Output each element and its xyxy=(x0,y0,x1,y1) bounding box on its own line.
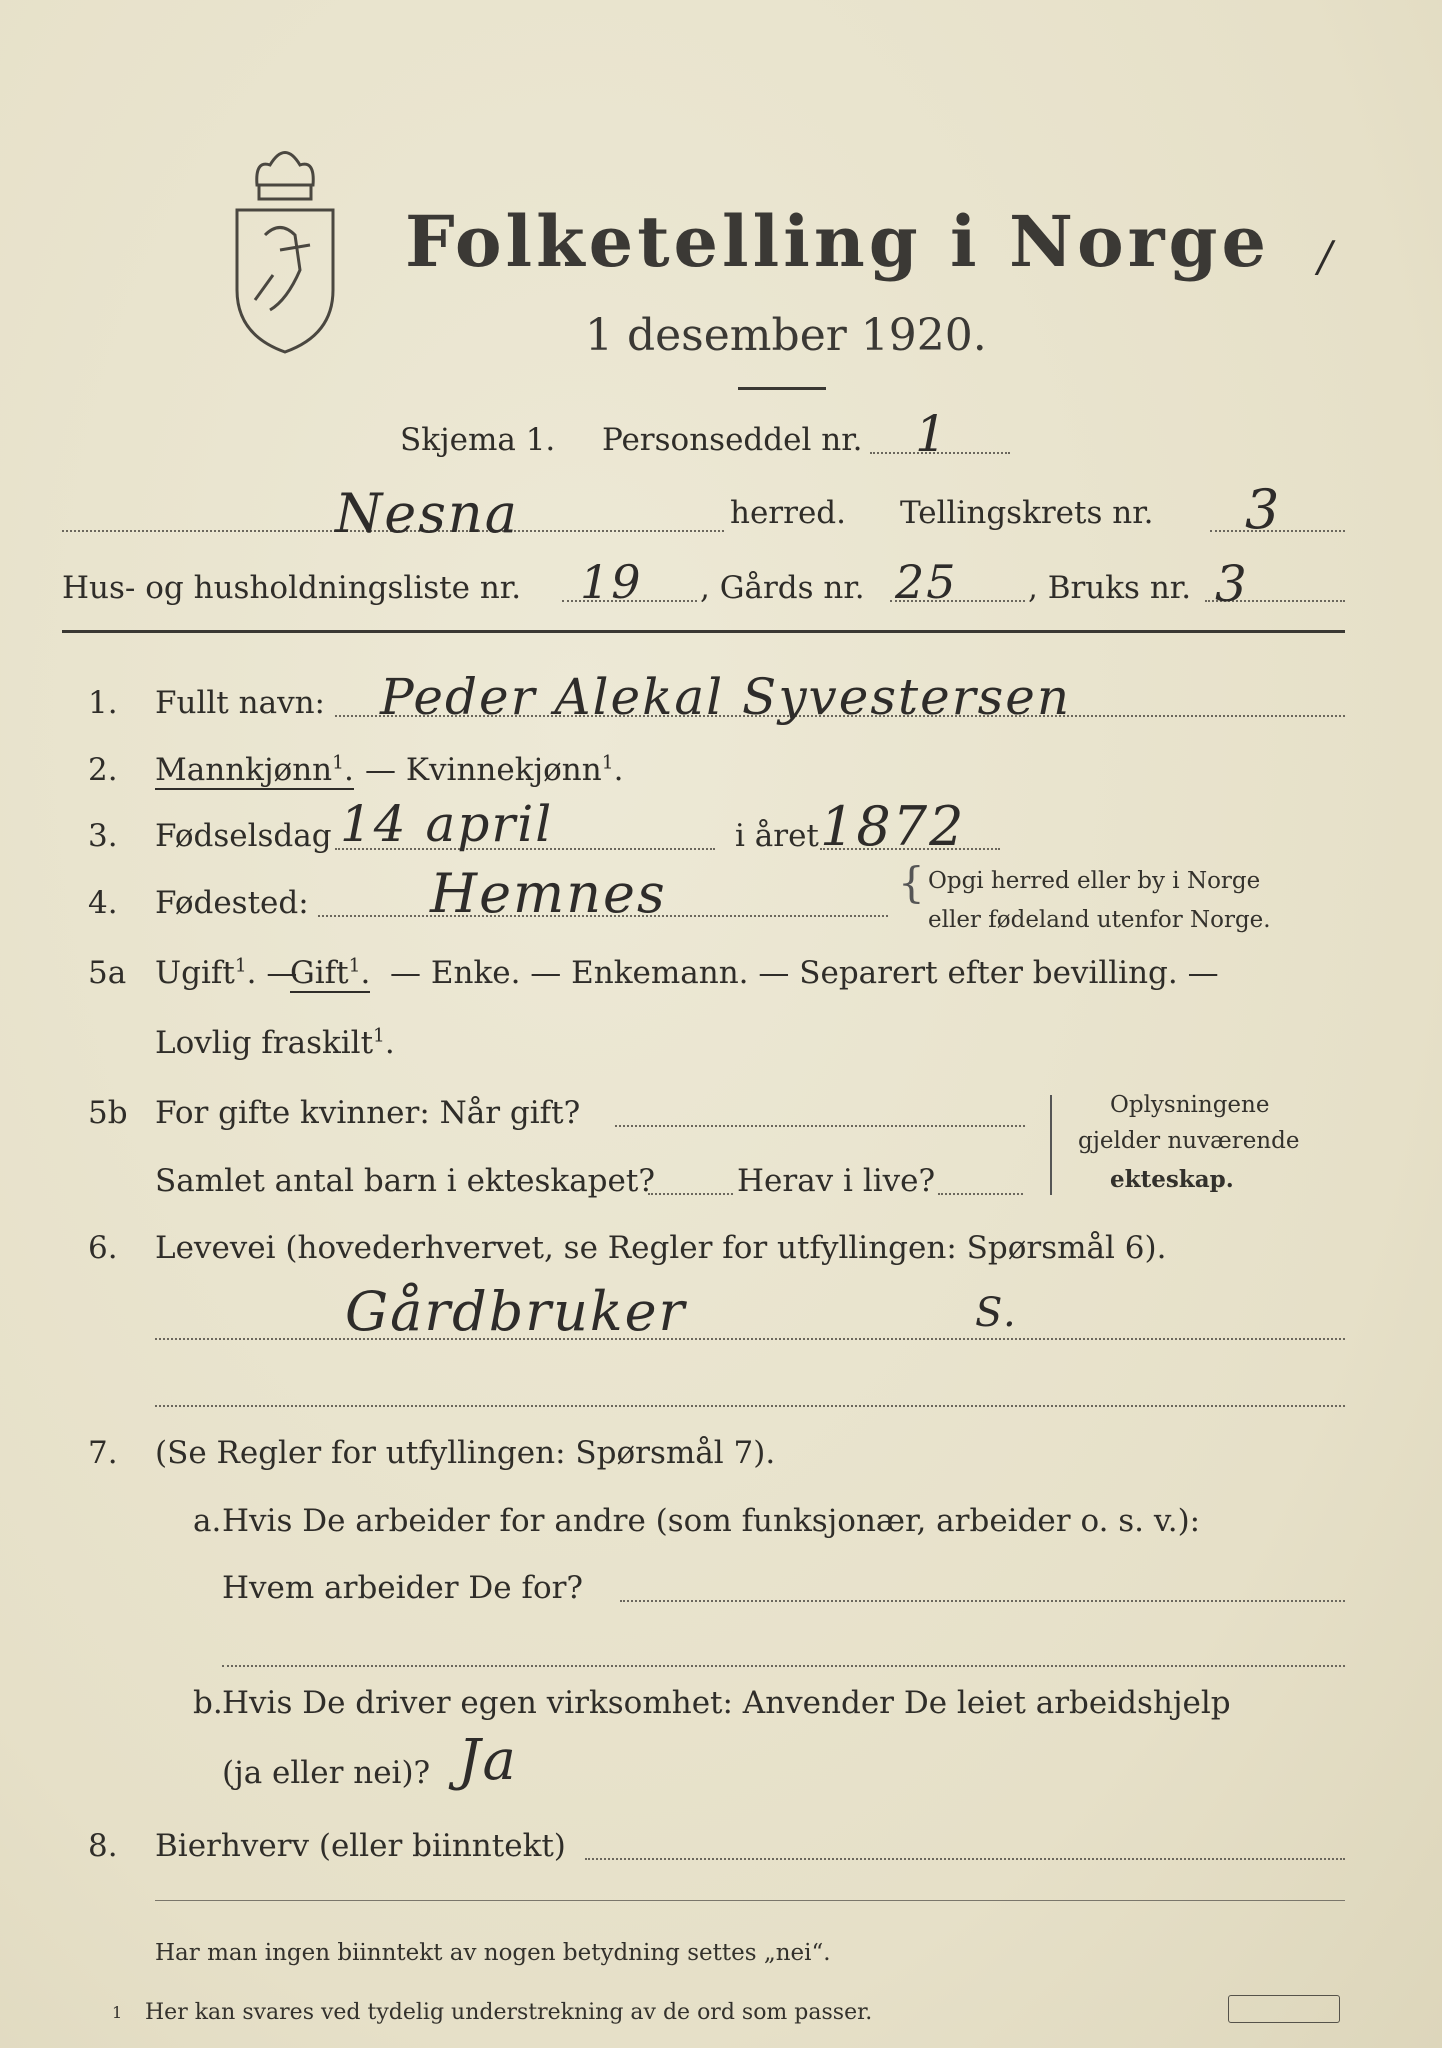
q4-note-line1: Opgi herred eller by i Norge xyxy=(928,868,1261,894)
q3-number: 3. xyxy=(88,818,118,854)
q7b-label: Hvis De driver egen virksomhet: Anvender De leiet arbeidshjelp xyxy=(222,1685,1231,1721)
footer-note: Har man ingen biinntekt av nogen betydning settes „nei“. xyxy=(155,1940,831,1966)
q5b-label-alive: Herav i live? xyxy=(737,1163,936,1199)
q2-male-option[interactable]: Mannkjønn$^1$. xyxy=(155,752,354,788)
q7b-value: Ja xyxy=(458,1728,518,1793)
q7a-label: Hvis De arbeider for andre (som funksjonær, arbeider o. s. v.): xyxy=(222,1503,1201,1539)
tellingskrets-value: 3 xyxy=(1245,478,1282,541)
skjema-label: Skjema 1. xyxy=(400,422,556,458)
herred-value: Nesna xyxy=(335,482,519,545)
gards-value: 25 xyxy=(895,555,958,609)
q5b-alive-line xyxy=(938,1193,1023,1195)
q5b-note-bracket xyxy=(1050,1095,1052,1195)
herred-label: herred. xyxy=(730,495,846,531)
bruks-value: 3 xyxy=(1215,555,1249,613)
q5a-gift-option[interactable]: Gift$^1$. xyxy=(290,955,371,991)
q7a-employer-line xyxy=(620,1600,1345,1602)
q7-label: (Se Regler for utfyllingen: Spørsmål 7). xyxy=(155,1435,776,1471)
census-date: 1 desember 1920. xyxy=(585,310,987,361)
q5b-note-line2: gjelder nuværende xyxy=(1078,1128,1300,1154)
q4-number: 4. xyxy=(88,885,118,921)
q6-line1 xyxy=(155,1338,1345,1340)
title-divider xyxy=(738,387,826,390)
q5b-label-married: For gifte kvinner: Når gift? xyxy=(155,1095,581,1131)
q7a-label-employer: Hvem arbeider De for? xyxy=(222,1570,584,1606)
q4-brace: { xyxy=(898,858,925,907)
q3-year-value: 1872 xyxy=(820,795,966,858)
hus-label: Hus- og husholdningsliste nr. xyxy=(62,570,522,606)
q8-line xyxy=(585,1858,1345,1860)
q7b-label-yesno: (ja eller nei)? xyxy=(222,1755,431,1791)
footnote-number: 1 xyxy=(112,2003,123,2022)
q2-number: 2. xyxy=(88,752,118,788)
tellingskrets-label: Tellingskrets nr. xyxy=(900,495,1154,531)
hus-value: 19 xyxy=(580,555,643,609)
section-rule xyxy=(62,630,1345,633)
q6-code: S. xyxy=(975,1290,1018,1336)
q7-number: 7. xyxy=(88,1435,118,1471)
q7b-letter: b. xyxy=(193,1685,223,1721)
q7a-extra-line xyxy=(222,1665,1345,1667)
q5b-married-line xyxy=(615,1125,1025,1127)
q4-note-line2: eller fødeland utenfor Norge. xyxy=(928,907,1271,933)
q5b-number: 5b xyxy=(88,1095,128,1131)
q8-number: 8. xyxy=(88,1828,118,1864)
personseddel-value: 1 xyxy=(915,405,949,463)
q5b-note-line3: ekteskap. xyxy=(1110,1166,1234,1193)
q8-label: Bierhverv (eller biinntekt) xyxy=(155,1828,566,1864)
q6-label: Levevei (hovederhvervet, se Regler for utfyllingen: Spørsmål 6). xyxy=(155,1230,1167,1266)
q3-label: Fødselsdag xyxy=(155,818,332,854)
q1-number: 1. xyxy=(88,685,118,721)
bruks-label: , Bruks nr. xyxy=(1028,570,1192,606)
gards-label: , Gårds nr. xyxy=(700,570,865,606)
q5a-fraskilt-option[interactable]: Lovlig fraskilt$^1$. xyxy=(155,1025,395,1061)
q1-label: Fullt navn: xyxy=(155,685,325,721)
footnote-text: Her kan svares ved tydelig understrekning av de ord som passer. xyxy=(145,2000,873,2025)
q5b-children-line xyxy=(648,1193,733,1195)
q5a-ugift-option[interactable]: Ugift$^1$. — xyxy=(155,955,298,991)
q2-female-option[interactable]: — Kvinnekjønn$^1$. xyxy=(365,752,624,788)
q6-line2 xyxy=(155,1405,1345,1407)
norwegian-coat-of-arms-icon xyxy=(225,140,345,355)
q4-value: Hemnes xyxy=(430,862,667,925)
q5a-other-options[interactable]: — Enke. — Enkemann. — Separert efter bevilling. — xyxy=(390,955,1219,991)
q6-value: Gårdbruker xyxy=(345,1280,687,1343)
q5a-number: 5a xyxy=(88,955,127,991)
form-title: Folketelling i Norge xyxy=(405,200,1271,283)
corner-mark: / xyxy=(1318,232,1335,281)
printer-stamp xyxy=(1228,1995,1340,2023)
q1-value: Peder Alekal Syvestersen xyxy=(380,668,1072,726)
q5b-label-children: Samlet antal barn i ekteskapet? xyxy=(155,1163,655,1199)
q3-day-value: 14 april xyxy=(340,795,554,853)
q7a-letter: a. xyxy=(193,1503,222,1539)
q6-number: 6. xyxy=(88,1230,118,1266)
personseddel-label: Personseddel nr. xyxy=(602,422,863,458)
q3-year-label: i året xyxy=(735,818,819,854)
q5b-note-line1: Oplysningene xyxy=(1110,1092,1270,1118)
q4-label: Fødested: xyxy=(155,885,309,921)
footer-rule xyxy=(155,1900,1345,1901)
